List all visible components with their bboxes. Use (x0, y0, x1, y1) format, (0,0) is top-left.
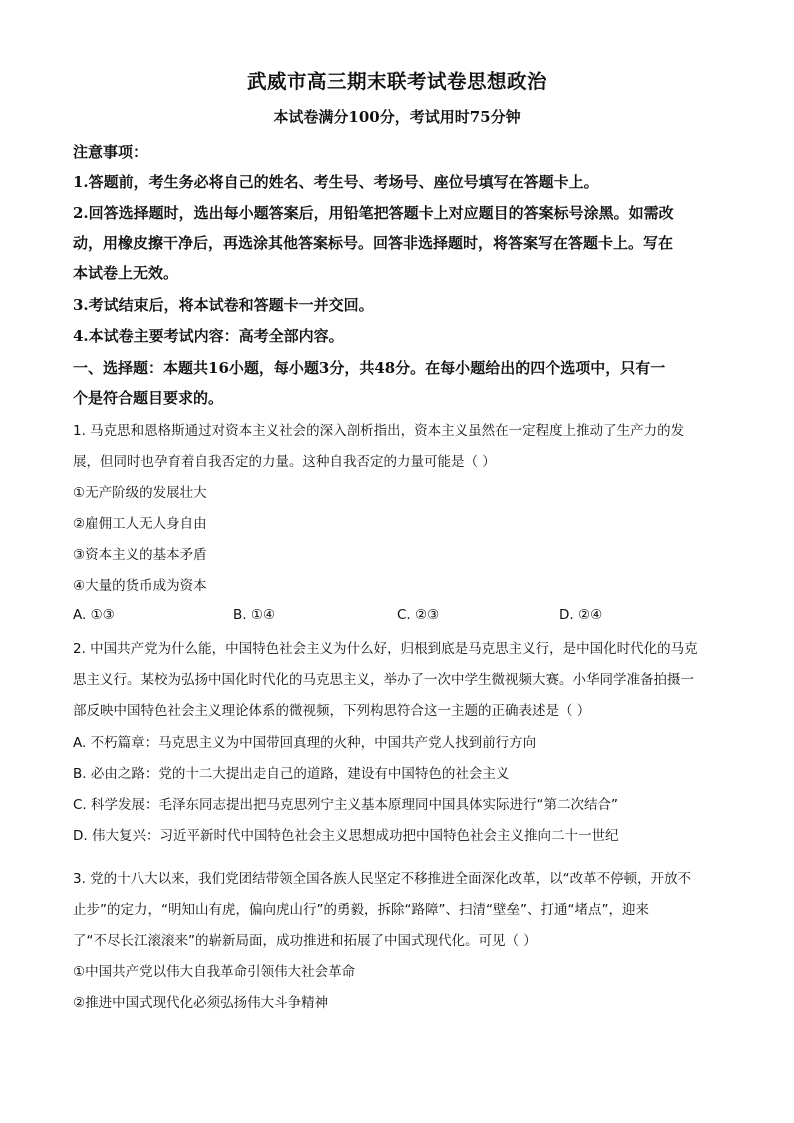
q3-statement-1: ①中国共产党以伟大自我革命引领伟大社会革命 (73, 964, 356, 980)
q3-stem-line-3: 了“不尽长江滚滚来”的崭新局面，成功推进和拓展了中国式现代化。可见（ ） (73, 933, 537, 949)
q1-stem-line-2: 展，但同时也孕育着自我否定的力量。这种自我否定的力量可能是（ ） (73, 454, 496, 470)
q1-option-c[interactable]: C. ②③ (397, 607, 440, 623)
section-heading-line-2: 个是符合题目要求的。 (73, 389, 224, 407)
notice-item-2-line-2: 动，用橡皮擦干净后，再选涂其他答案标号。回答非选择题时，将答案写在答题卡上。写在 (73, 234, 674, 252)
page-title: 武威市高三期末联考试卷思想政治 (246, 70, 547, 93)
q2-option-d[interactable]: D. 伟大复兴：习近平新时代中国特色社会主义思想成功把中国特色社会主义推向二十一世纪 (73, 828, 619, 844)
q1-statement-4: ④大量的货币成为资本 (73, 578, 207, 594)
q1-option-b[interactable]: B. ①④ (233, 607, 276, 623)
notice-item-3: 3.考试结束后，将本试卷和答题卡一并交回。 (73, 296, 374, 314)
notice-heading: 注意事项： (73, 143, 149, 161)
q3-stem-line-1: 3. 党的十八大以来，我们党团结带领全国各族人民坚定不移推进全面深化改革，以“改革不停顿，开放不 (73, 871, 692, 887)
q2-option-a[interactable]: A. 不朽篇章：马克思主义为中国带回真理的火种，中国共产党人找到前行方向 (73, 735, 537, 751)
section-heading-line-1: 一、选择题：本题共16小题，每小题3分，共48分。在每小题给出的四个选项中，只有一 (73, 359, 666, 377)
q1-statement-3: ③资本主义的基本矛盾 (73, 547, 207, 563)
notice-item-2-line-1: 2.回答选择题时，选出每小题答案后，用铅笔把答题卡上对应题目的答案标号涂黑。如需改 (73, 204, 674, 222)
page-subtitle: 本试卷满分100分，考试用时75分钟 (273, 108, 521, 126)
notice-item-4: 4.本试卷主要考试内容：高考全部内容。 (73, 327, 344, 345)
q3-stem-line-2: 止步”的定力，“明知山有虎，偏向虎山行”的勇毅，拆除“路障”、扫清“壁垒”、打通“堵点”，迎来 (73, 902, 649, 918)
q2-stem-line-3: 部反映中国特色社会主义理论体系的微视频，下列构思符合这一主题的正确表述是（ ） (73, 703, 591, 719)
notice-item-2-line-3: 本试卷上无效。 (73, 264, 179, 282)
q1-statement-1: ①无产阶级的发展壮大 (73, 485, 207, 501)
q1-statement-2: ②雇佣工人无人身自由 (73, 516, 207, 532)
q1-stem-line-1: 1. 马克思和恩格斯通过对资本主义社会的深入剖析指出，资本主义虽然在一定程度上推动了生产力的发 (73, 423, 685, 439)
q1-option-d[interactable]: D. ②④ (559, 607, 603, 623)
q2-option-b[interactable]: B. 必由之路：党的十二大提出走自己的道路，建设有中国特色的社会主义 (73, 766, 510, 782)
q2-stem-line-2: 思主义行。某校为弘扬中国化时代化的马克思主义，举办了一次中学生微视频大赛。小华同学准备拍摄一 (73, 672, 694, 688)
q2-stem-line-1: 2. 中国共产党为什么能，中国特色社会主义为什么好，归根到底是马克思主义行，是中国化时代化的马克 (73, 641, 698, 657)
q1-options (73, 607, 723, 627)
q1-option-a[interactable]: A. ①③ (73, 607, 115, 623)
q3-statement-2: ②推进中国式现代化必须弘扬伟大斗争精神 (73, 995, 329, 1011)
q2-option-c[interactable]: C. 科学发展：毛泽东同志提出把马克思列宁主义基本原理同中国具体实际进行“第二次结合” (73, 797, 618, 813)
notice-item-1: 1.答题前，考生务必将自己的姓名、考生号、考场号、座位号填写在答题卡上。 (73, 173, 599, 191)
